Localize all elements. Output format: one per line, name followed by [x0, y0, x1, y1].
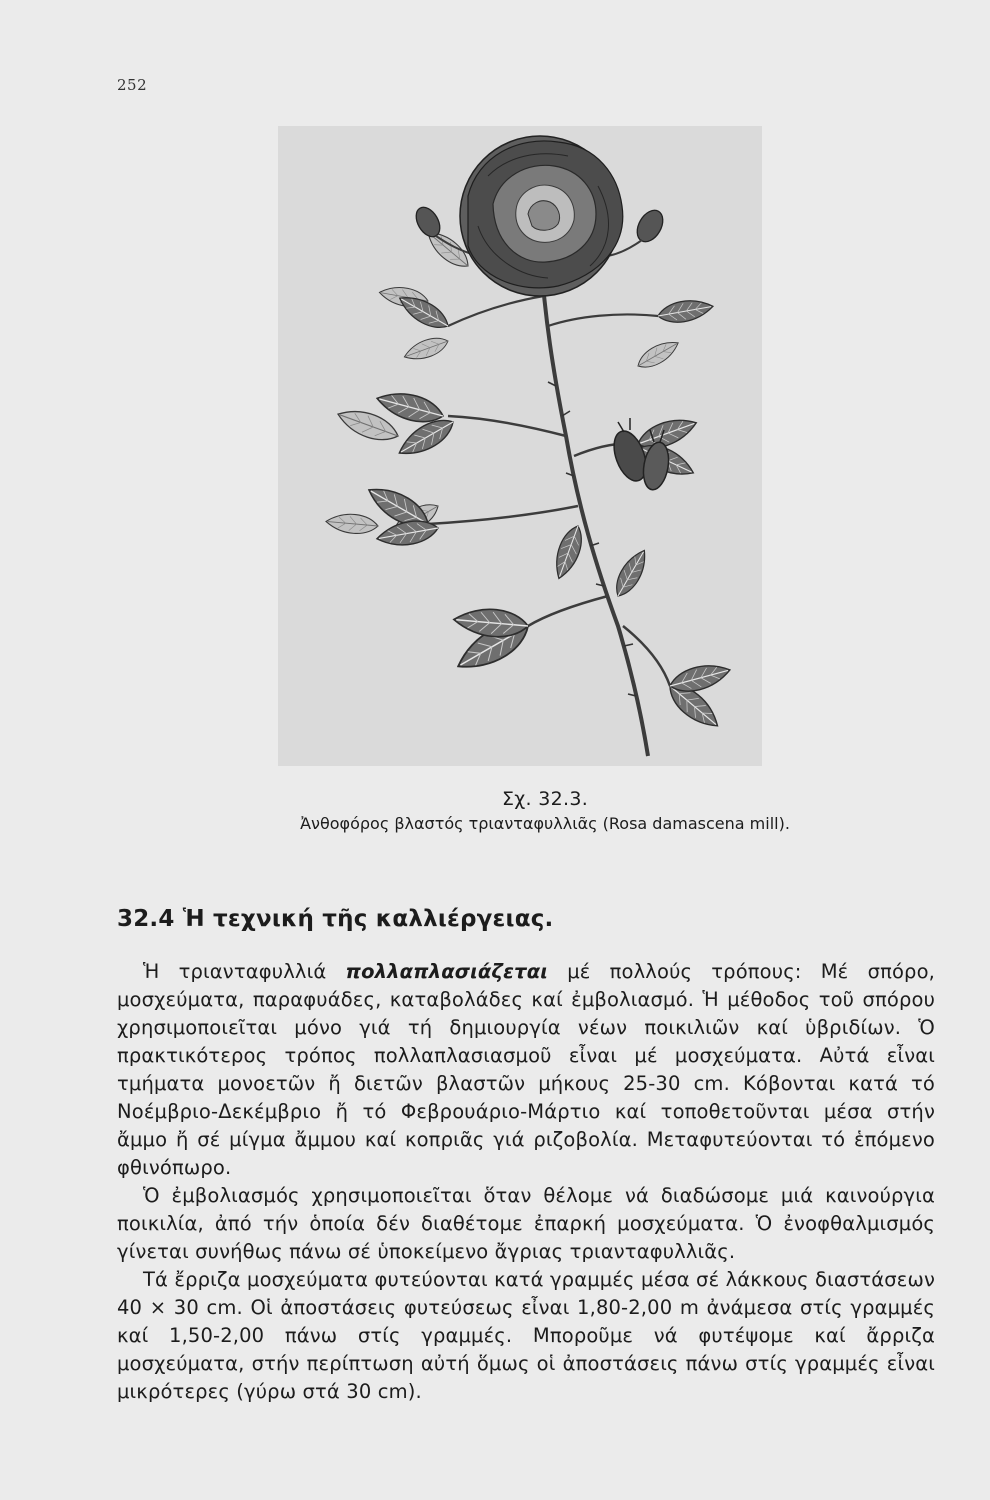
figure-caption: Ἀνθοφόρος βλαστός τριανταφυλλιᾶς (Rosa damascena mill).	[300, 814, 790, 833]
paragraph-text: μέ πολλούς τρόπους: Μέ σπόρο, μοσχεύματα, παραφυάδες, καταβολάδες καί ἐμβολιασμό. Ἡ μέθοδος τοῦ σπόρου χρησιμοποιεῖται μόνο γιά τή δημιουργία νέων ποικιλιῶν καί ὑβριδίων. Ὁ πρακτικότερος τρόπος πολλαπλασιασμοῦ εἶναι μέ μοσχεύματα. Αὐτά εἶναι τμήματα μονοετῶν ἤ διετῶν βλαστῶν μήκους 25-30 cm. Κόβονται κατά τό Νοέμβριο-Δεκέμβριο ἤ τό Φεβρουάριο-Μάρτιο καί τοποθετοῦνται μέσα στήν ἄμμο ἤ σέ μίγμα ἄμμου καί κοπριᾶς γιά ριζοβολία. Μεταφυτεύονται τό ἑπόμενο φθινόπωρο.	[117, 960, 936, 1179]
paragraph: Ὁ ἐμβολιασμός χρησιμοποιεῖται ὅταν θέλομε νά διαδώσομε μιά καινούργια ποικιλία, ἀπό τήν ὁποία δέν διαθέτομε ἐπαρκή μοσχεύματα. Ὁ ἐνοφθαλμισμός γίνεται συνήθως πάνω σέ ὑποκείμενο ἄγριας τριανταφυλλιᾶς.	[117, 1184, 935, 1263]
body-text	[117, 958, 935, 1406]
rose-illustration	[278, 126, 762, 766]
figure-label: Σχ. 32.3.	[501, 788, 589, 810]
rose-flower-icon	[460, 136, 623, 296]
paragraph	[117, 958, 935, 1182]
paragraph: Τά ἔρριζα μοσχεύματα φυτεύονται κατά γραμμές μέσα σέ λάκκους διαστάσεων 40 × 30 cm. Οἱ ἀποστάσεις φυτεύσεως εἶναι 1,80-2,00 m ἀνάμεσα στίς γραμμές καί 1,50-2,00 πάνω στίς γραμμές. Μποροῦμε νά φυτέψομε καί ἄρριζα μοσχεύματα, στήν περίπτωση αὐτή ὅμως οἱ ἀποστάσεις πάνω στίς γραμμές εἶναι μικρότερες (γύρω στά 30 cm).	[117, 1268, 935, 1403]
emphasized-term: πολλαπλασιάζεται	[345, 960, 548, 983]
section-heading: 32.4 Ἡ τεχνική τῆς καλλιέργειας.	[117, 906, 554, 932]
paragraph-text: Ἡ τριανταφυλλιά	[143, 960, 346, 983]
page-number: 252	[117, 76, 148, 94]
